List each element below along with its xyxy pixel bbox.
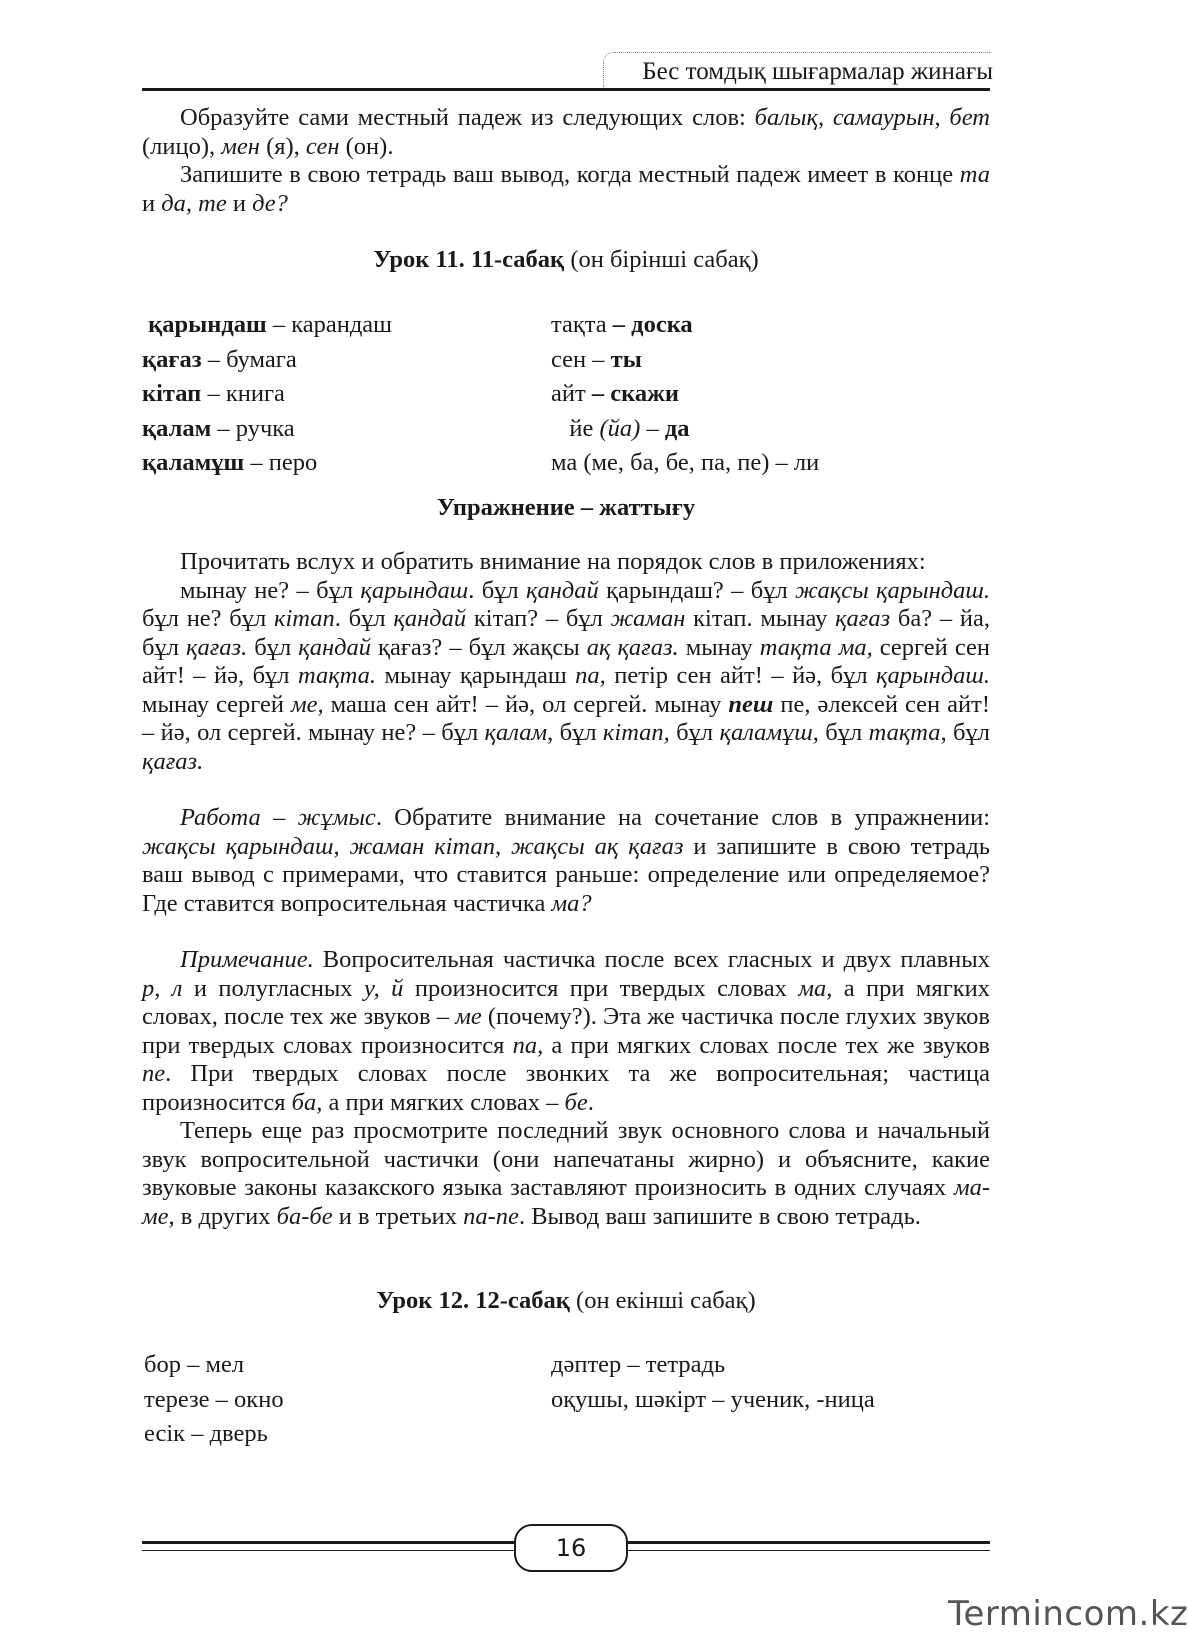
exercise-text-run: бұл [818,719,869,746]
vocab-entry-run: қағаз [142,345,202,373]
note-paragraph-1-run: ма, [798,974,833,1002]
work-section [142,804,997,918]
vocab-entry-run: қарындаш [148,311,267,338]
exercise-text [142,576,997,777]
vocab-entry [142,446,392,481]
lesson-12-title-run: (он екінші сабақ) [569,1287,756,1314]
vocab-entry [551,1383,875,1418]
intro-paragraph-1-run: Образуйте сами местный падеж из следующих слов: [180,104,755,131]
work-paragraph-run: ма? [551,889,592,917]
vocab-entry [144,1383,284,1418]
intro-paragraph-2 [142,161,997,218]
exercise-text-run: қандай [393,605,467,632]
intro-paragraph-1-run: сен [305,132,340,160]
vocab-entry [144,1348,284,1383]
lesson-12-title-run: Урок 12. 12-сабақ [376,1287,570,1314]
exercise-text-run: маша сен айт! – йә, ол сергей. мынау [323,690,729,718]
vocab-entry-run: сен – [551,345,611,373]
exercise-text-run: мынау қарындаш [376,662,576,689]
exercise-text-run: пеш [728,690,774,718]
exercise-section [142,548,997,776]
intro-paragraph-1-run: (он). [339,132,394,160]
footer-rule-right [624,1541,990,1544]
vocab-entry [142,412,392,447]
vocab-entry [142,343,392,378]
work-paragraph-run: . Обратите внимание на сочетание слов в упражнении: [375,804,997,831]
exercise-text-run: қандай [526,576,599,604]
vocab-entry [142,377,392,412]
vocab-entry [144,1417,284,1452]
note-paragraph-2-run: . Вывод ваш запишите в свою тетрадь. [518,1202,921,1230]
vocab-entry-run: – перо [244,449,318,476]
exercise-text-run: қандай [298,633,371,661]
exercise-instruction [142,548,990,577]
vocab-entry-run: қаламұш [142,449,245,476]
lesson-12-title [142,1287,990,1315]
note-paragraph-1-run: ме [455,1003,482,1030]
vocab-entry-run: йе [551,414,600,442]
exercise-text-run: қарындаш. [876,662,991,689]
exercise-text-run: тақта. [297,662,377,689]
note-paragraph-2-run: и в третьих [332,1202,464,1230]
note-paragraph-1-run: р, л [142,974,183,1002]
note-paragraph-1-run: у, й [363,974,404,1002]
exercise-text-run: қағаз? – бұл жақсы [371,633,587,661]
exercise-text-run: кітап [274,605,335,632]
vocab-entry-run: ты [610,345,642,373]
vocab-entry [551,1348,875,1383]
exercise-title: Упражнение – жаттығу [436,494,696,521]
exercise-text-run: па, [575,662,606,689]
vocab-entry-run: – [640,414,665,442]
exercise-text-run: жақсы қарындаш. [795,576,990,604]
note-paragraph-1-run: а при мягких словах – [322,1088,565,1116]
exercise-text-run: , бұл [547,719,603,746]
intro-paragraph-2-run: та [959,161,990,188]
exercise-text-run: бұл [247,633,299,661]
vocab-entry [551,308,819,343]
lesson-12-vocab-left [144,1348,284,1452]
exercise-text-run: сергей сен айт! – йә, бұл [142,633,997,689]
work-paragraph-run: Работа – жұмыс [180,804,376,831]
page-number: 16 [514,1524,628,1572]
note-paragraph-1-run: ба, [291,1088,323,1116]
note-paragraph-1 [142,946,997,1117]
exercise-text-run: ме, [291,690,324,718]
intro-paragraph-1 [142,104,997,161]
intro-paragraph-1-run: мен [221,132,260,160]
vocab-entry [551,343,819,378]
footer-rule-left [142,1541,514,1544]
exercise-text-run: бұл [669,719,720,746]
vocab-entry-run: (йа) [599,414,641,442]
lesson-12-vocab-right [551,1348,875,1417]
work-paragraph [142,804,997,918]
work-paragraph-run: жақсы қарындаш, жаман кітап, жақсы ақ қағаз [142,832,684,860]
intro-section [142,104,997,218]
exercise-text-run: ба? – йа, бұл [142,605,997,661]
note-paragraph-1-run: бе [564,1088,588,1116]
vocab-entry-run: қалам [142,414,212,442]
vocab-entry-run: айт [551,380,592,407]
note-paragraph-1-run: и полугласных [182,974,364,1002]
intro-paragraph-1-run: (я), [259,132,306,160]
lesson-11-vocab-right [551,308,819,481]
note-paragraph-1-run: а при мягких словах после тех же звуков [543,1031,997,1059]
exercise-text-run: кітап? – бұл [466,605,611,632]
exercise-text-run: пе, әлексей сен айт! – йә, ол сергей. мынау не? – бұл [142,690,997,746]
note-paragraph-1-run: . При твердых словах после звонких та же вопросительная; частица произносится [142,1060,997,1116]
exercise-text-run: тақта [868,719,941,746]
vocab-entry-run: – ручка [211,414,295,442]
note-paragraph-2-run: Теперь еще раз просмотрите последний звук основного слова и начальный звук вопросительной частички (они напечатаны жирно) и объясните, какие звуковые законы казакского языка заставляют произносить в одних случаях [142,1117,997,1201]
intro-paragraph-1-run: балық, самаурын, [754,104,941,131]
exercise-text-run: . бұл [468,576,527,604]
note-paragraph-1-run: Примечание. [180,946,314,973]
exercise-text-run: қарындаш [360,576,469,604]
exercise-text-run: қалам [484,719,548,746]
intro-paragraph-2-run: и [142,161,997,217]
note-paragraph-2-run: ба-бе [276,1202,333,1230]
vocab-entry-run: есік – дверь [144,1420,268,1447]
vocab-entry-run: бор – мел [144,1351,245,1378]
intro-paragraph-2-run: да, те [161,189,227,217]
vocab-entry-run: – скажи [591,380,679,407]
exercise-text-run: петір сен айт! – йә, бұл [605,662,877,689]
vocab-entry-run: оқушы, шәкірт – ученик, -ница [551,1385,875,1413]
exercise-text-run: кітап, [602,719,670,746]
exercise-text-run: мынау [678,633,760,661]
vocab-entry-run: тақта [551,311,613,338]
exercise-text-run: тақта ма, [759,633,873,661]
note-paragraph-2-run: ма-ме [142,1174,990,1230]
vocab-entry [551,412,819,447]
note-paragraph-1-run: пе [142,1060,166,1087]
running-header-title: Бес томдық шығармалар жинағы [642,58,993,85]
lesson-11-title [142,246,990,274]
vocab-entry-run: – книга [201,380,285,407]
vocab-entry-run: терезе – окно [144,1385,284,1413]
exercise-text-run: қағаз [835,605,891,632]
vocab-entry [551,377,819,412]
exercise-text-run: қарындаш? – бұл [598,576,796,604]
vocab-entry-run: дәптер – тетрадь [551,1351,726,1378]
intro-paragraph-2-run: и [226,189,253,217]
note-paragraph-2-run: , в других [168,1202,277,1230]
exercise-text-run: бұл не? бұл [142,576,997,632]
note-paragraph-2 [142,1117,997,1231]
watermark-logo: Termincom.kz [948,1594,1188,1634]
exercise-text-run: , бұл [940,719,997,746]
header-rule [142,88,990,91]
exercise-text-run: мынау не? – бұл [180,576,361,604]
exercise-text-run: кітап. мынау [685,605,836,632]
exercise-instruction-run: Прочитать вслух и обратить внимание на порядок слов в приложениях: [180,548,926,575]
exercise-text-run: қағаз. [186,633,248,661]
note-paragraph-1-run: . [587,1088,594,1116]
exercise-text-run: мынау сергей [142,662,997,718]
note-paragraph-1-run: произносится при твердых словах [403,974,799,1002]
footer-rule-right-thin [624,1550,990,1551]
vocab-entry-run: – бумага [201,345,297,373]
note-paragraph-1-run: па, [512,1031,544,1059]
lesson-11-vocab-left [142,308,392,481]
vocab-entry [551,446,819,481]
vocab-entry-run: – доска [612,311,693,338]
vocab-entry-run: – карандаш [266,311,393,338]
note-paragraph-1-run: (почему?). Эта же частичка после глухих звуков при твердых словах произносится [142,1003,997,1059]
vocab-entry-run: ма (ме, ба, бе, па, пе) – ли [551,449,820,476]
work-paragraph-run: и запишите в свою тетрадь ваш вывод с примерами, что ставится раньше: определение или определяемое? Где ставится вопросительная частичка [142,832,997,917]
note-section [142,946,997,1231]
exercise-text-run: қағаз. [142,747,204,775]
vocab-entry-run: кітап [142,380,202,407]
lesson-11-title-run: Урок 11. 11-сабақ [373,246,565,273]
vocab-entry-run: да [664,414,690,442]
note-paragraph-1-run: Вопросительная частичка после всех гласных и двух плавных [313,946,997,973]
intro-paragraph-1-run: (лицо), [142,104,997,160]
footer-rule-left-thin [142,1550,514,1551]
exercise-text-run: жаман [610,605,686,632]
exercise-text-run: . бұл [334,605,394,632]
note-paragraph-1-run: а при мягких словах, после тех же звуков – [142,974,997,1030]
intro-paragraph-2-run: Запишите в свою тетрадь ваш вывод, когда местный падеж имеет в конце [180,161,960,188]
note-paragraph-2-run: па-пе [463,1202,519,1230]
exercise-text-run: қаламұш, [719,719,819,746]
lesson-11-title-run: (он бірінші сабақ) [564,246,759,273]
intro-paragraph-1-run: бет [949,104,990,131]
exercise-text-run: ақ қағаз. [586,633,679,661]
intro-paragraph-2-run: де? [252,189,288,217]
vocab-entry [142,308,392,343]
